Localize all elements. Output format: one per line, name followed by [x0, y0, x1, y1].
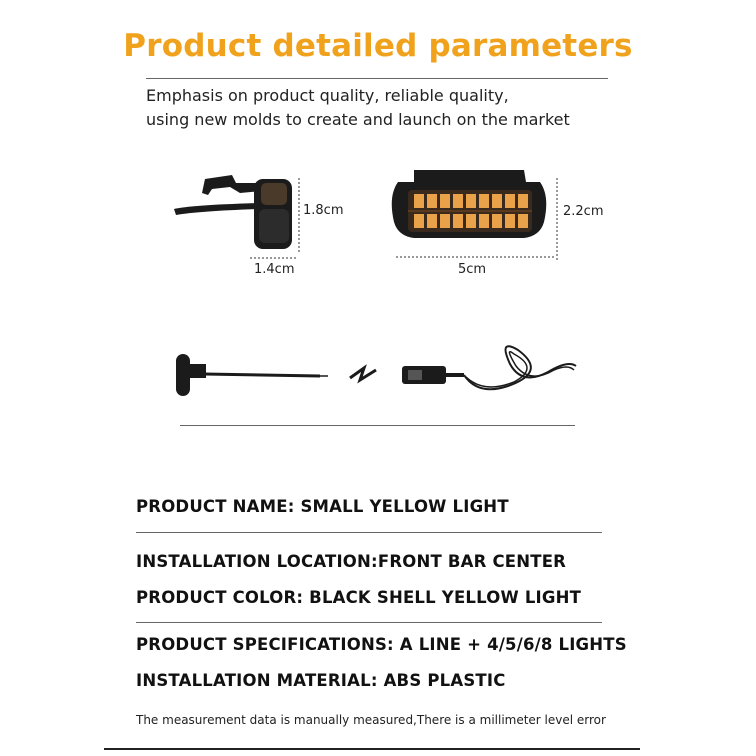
wiring-lamp-image — [170, 350, 335, 400]
diagram-divider — [180, 425, 575, 426]
small-lamp-height-label: 1.8cm — [303, 203, 344, 218]
subtitle-line-2: using new molds to create and launch on the market — [146, 110, 570, 129]
subtitle-line-1: Emphasis on product quality, reliable quality, — [146, 86, 509, 105]
large-lamp-width-line — [396, 256, 556, 260]
small-lamp-height-line — [298, 178, 302, 254]
spec-product-color: PRODUCT COLOR: BLACK SHELL YELLOW LIGHT — [136, 588, 582, 607]
small-lamp-width-label: 1.4cm — [254, 262, 295, 277]
spec-installation-location: INSTALLATION LOCATION:FRONT BAR CENTER — [136, 552, 567, 571]
spec-divider-2 — [136, 622, 602, 623]
small-lamp-side-image — [170, 165, 310, 255]
spec-installation-material: INSTALLATION MATERIAL: ABS PLASTIC — [136, 671, 506, 690]
zigzag-break-icon — [350, 362, 380, 386]
measurement-note: The measurement data is manually measured,There is a millimeter level error — [136, 713, 606, 727]
large-lamp-height-line — [556, 178, 560, 260]
spec-product-specifications: PRODUCT SPECIFICATIONS: A LINE + 4/5/6/8 LIGHTS — [136, 635, 627, 654]
small-lamp-width-line — [250, 257, 300, 261]
title-divider — [146, 78, 608, 79]
page-title: Product detailed parameters — [123, 28, 633, 64]
spec-product-name: PRODUCT NAME: SMALL YELLOW LIGHT — [136, 497, 509, 516]
wiring-connector-cable-image — [398, 336, 583, 398]
large-lamp-width-label: 5cm — [458, 262, 487, 277]
bottom-divider — [104, 748, 640, 750]
large-lamp-front-image — [384, 166, 554, 246]
large-lamp-height-label: 2.2cm — [563, 204, 604, 219]
spec-divider-1 — [136, 532, 602, 533]
